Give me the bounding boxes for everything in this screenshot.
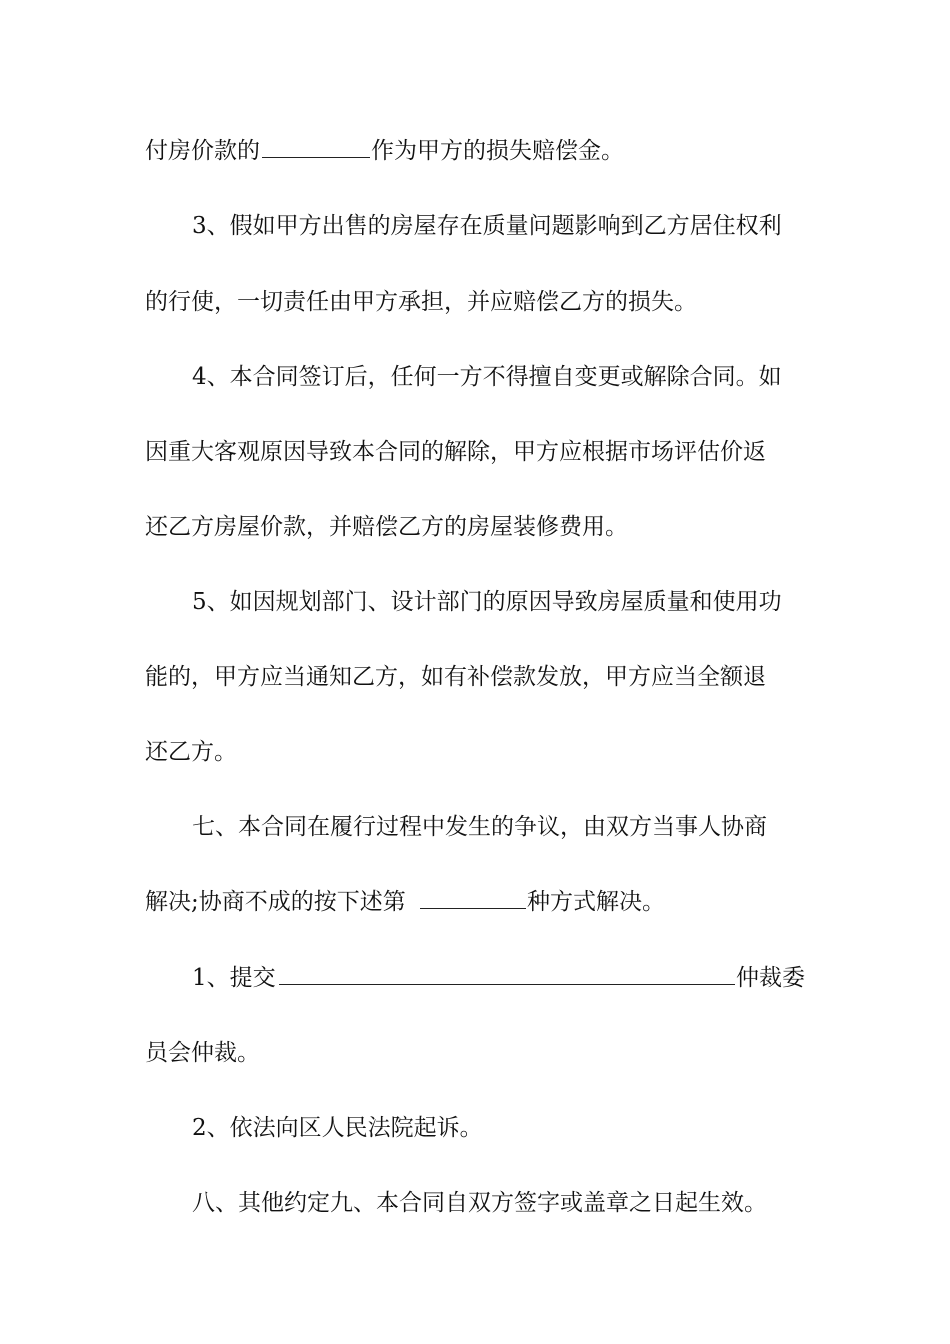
- line-text: 还乙方。: [145, 739, 237, 765]
- line-text: 七、本合同在履行过程中发生的争议，由双方当事人协商: [192, 814, 767, 840]
- paragraph-line-4: [0, 357, 950, 397]
- line-text: 八、其他约定九、本合同自双方签字或盖章之日起生效。: [192, 1190, 767, 1216]
- line-text: 4、本合同签订后，任何一方不得擅自变更或解除合同。如: [192, 364, 782, 390]
- paragraph-line-11: [0, 882, 950, 922]
- line-text: 因重大客观原因导致本合同的解除，甲方应根据市场评估价返: [145, 439, 766, 465]
- paragraph-line-12: [0, 958, 950, 998]
- paragraph-line-8: [0, 657, 950, 697]
- line-text-part: 1、提交: [192, 965, 276, 991]
- paragraph-line-5: [0, 432, 950, 472]
- line-text-part: 付房价款的: [145, 138, 260, 164]
- paragraph-line-10: [0, 807, 950, 847]
- paragraph-line-9: [0, 732, 950, 772]
- line-text: 2、依法向区人民法院起诉。: [192, 1115, 483, 1141]
- fill-in-blank: [420, 908, 526, 909]
- line-text: 3、假如甲方出售的房屋存在质量问题影响到乙方居住权利: [192, 213, 782, 239]
- paragraph-line-14: [0, 1108, 950, 1148]
- line-text-part: 种方式解决。: [527, 889, 665, 915]
- paragraph-line-7: [0, 582, 950, 622]
- paragraph-line-15: [0, 1183, 950, 1223]
- line-text: 能的，甲方应当通知乙方，如有补偿款发放，甲方应当全额退: [145, 664, 766, 690]
- paragraph-line-13: [0, 1033, 950, 1073]
- fill-in-blank: [262, 157, 370, 158]
- line-text: 还乙方房屋价款，并赔偿乙方的房屋装修费用。: [145, 514, 628, 540]
- fill-in-blank: [279, 984, 735, 985]
- line-text-part: 解决;协商不成的按下述第: [145, 889, 406, 915]
- paragraph-line-3: [0, 282, 950, 322]
- line-text-part: 仲裁委: [736, 965, 805, 991]
- paragraph-line-6: [0, 507, 950, 547]
- paragraph-line-2: [0, 206, 950, 246]
- line-text: 5、如因规划部门、设计部门的原因导致房屋质量和使用功: [192, 589, 782, 615]
- line-text: 员会仲裁。: [145, 1040, 260, 1066]
- line-text: 的行使，一切责任由甲方承担，并应赔偿乙方的损失。: [145, 289, 697, 315]
- line-text-part: 作为甲方的损失赔偿金。: [371, 138, 624, 164]
- paragraph-line-1: [0, 131, 950, 171]
